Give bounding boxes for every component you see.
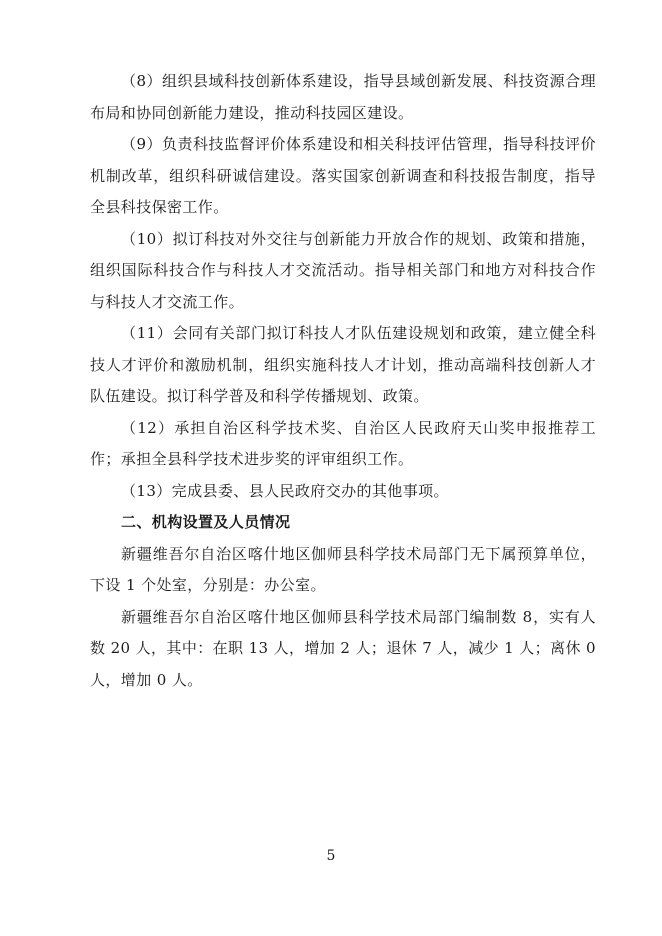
org-structure-paragraph: 新疆维吾尔自治区喀什地区伽师县科学技术局部门无下属预算单位，下设 1 个处室，分别是：办公室。 <box>90 544 596 594</box>
staffing-paragraph: 新疆维吾尔自治区喀什地区伽师县科学技术局部门编制数 8，实有人数 20 人，其中：在职 13 人，增加 2 人；退休 7 人，减少 1 人；离休 0 人，增加 0 人。 <box>90 607 596 689</box>
page-content <box>90 66 596 696</box>
duty-item-8: （8）组织县域科技创新体系建设，指导县域创新发展、科技资源合理布局和协同创新能力建设，推动科技园区建设。 <box>90 72 596 122</box>
duty-item-10: （10）拟订科技对外交往与创新能力开放合作的规划、政策和措施，组织国际科技合作与科技人才交流活动。指导相关部门和地方对科技合作与科技人才交流工作。 <box>90 229 596 311</box>
page-number: 5 <box>326 848 336 864</box>
duty-item-13: （13）完成县委、县人民政府交办的其他事项。 <box>121 481 449 500</box>
duty-item-12: （12）承担自治区科学技术奖、自治区人民政府天山奖申报推荐工作；承担全县科学技术进步奖的评审组织工作。 <box>90 418 596 468</box>
duty-item-9: （9）负责科技监督评价体系建设和相关科技评估管理，指导科技评价机制改革，组织科研诚信建设。落实国家创新调查和科技报告制度，指导全县科技保密工作。 <box>90 135 596 216</box>
duty-item-11: （11）会同有关部门拟订科技人才队伍建设规划和政策，建立健全科技人才评价和激励机制，组织实施科技人才计划，推动高端科技创新人才队伍建设。拟订科学普及和科学传播规划、政策。 <box>90 324 596 405</box>
section-heading: 二、机构设置及人员情况 <box>121 513 291 531</box>
